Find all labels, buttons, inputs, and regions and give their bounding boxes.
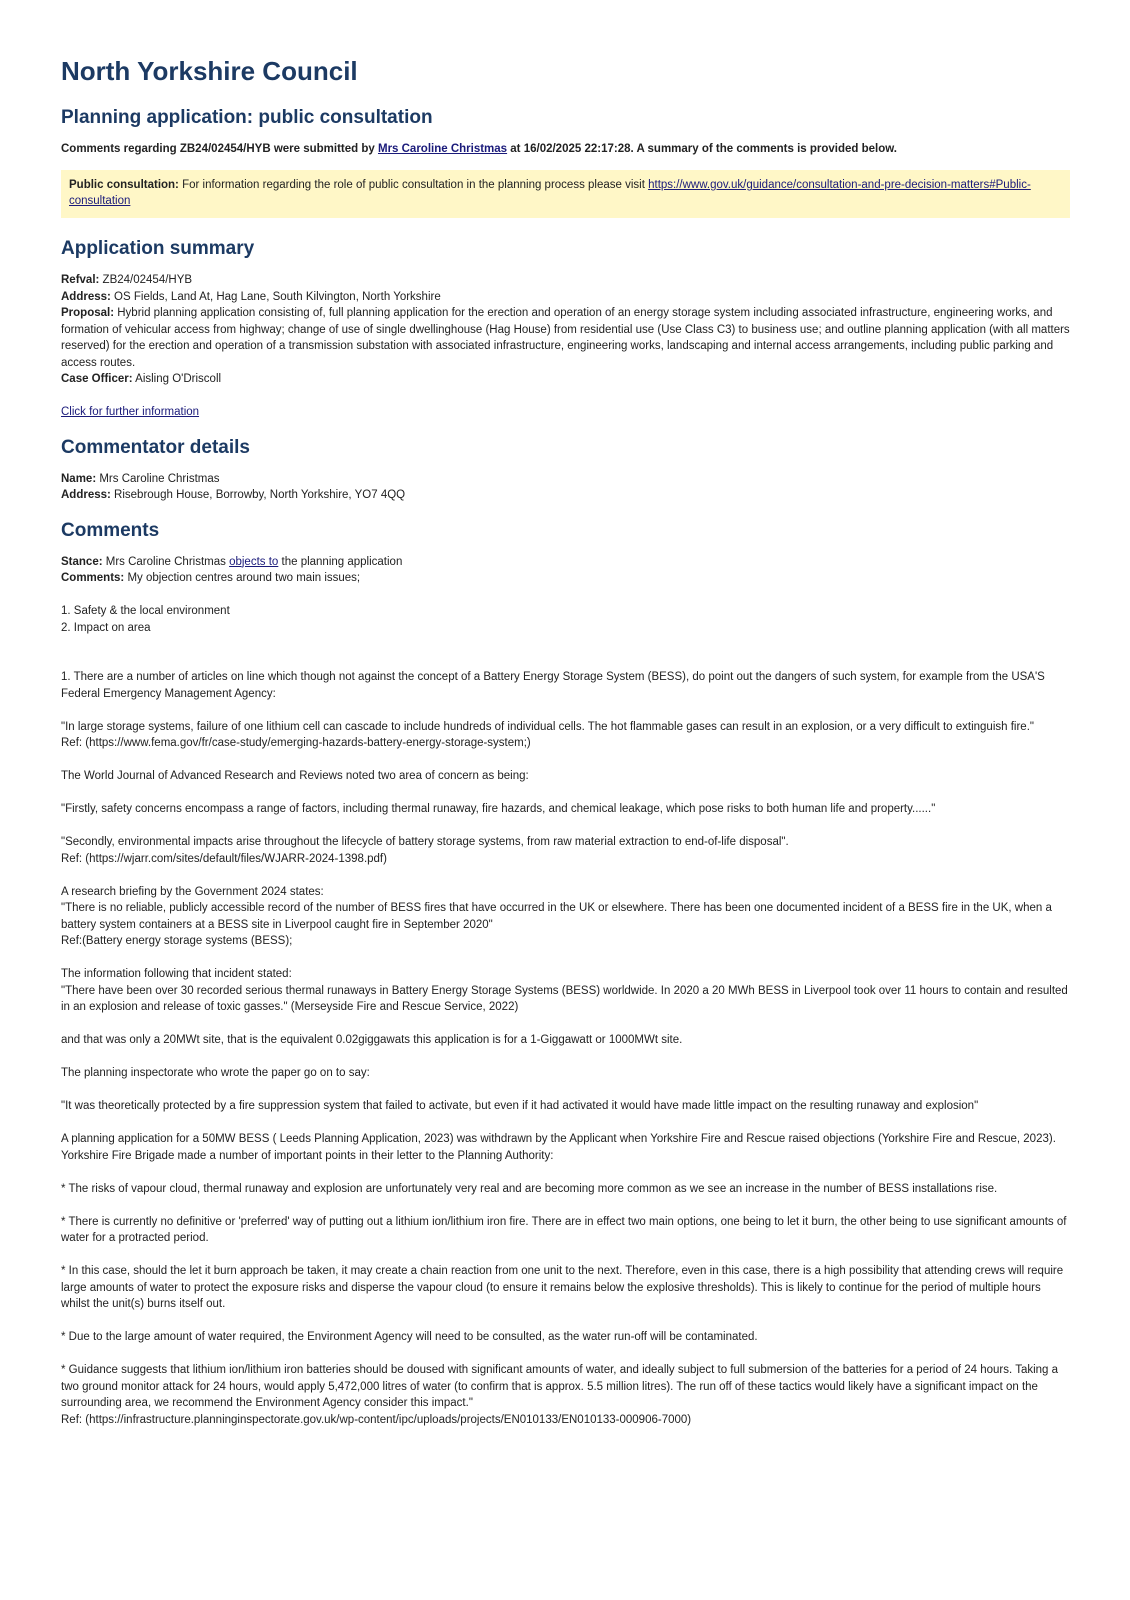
comment-line: "It was theoretically protected by a fire suppression system that failed to activate, but even if it had activated it would have made little impact on the resulting runaway and explosion" xyxy=(61,1100,979,1112)
comment-paragraph xyxy=(61,669,1070,702)
comment-line: "Secondly, environmental impacts arise throughout the lifecycle of battery storage systems, from raw material extraction to end-of-life disposal". xyxy=(61,836,789,848)
comment-line: Ref: (https://wjarr.com/sites/default/files/WJARR-2024-1398.pdf) xyxy=(61,852,387,865)
comments-intro: My objection centres around two main issues; xyxy=(124,572,361,584)
stance-label: Stance: xyxy=(61,555,103,568)
commentator-address-value: Risebrough House, Borrowby, North Yorkshire, YO7 4QQ xyxy=(110,489,406,501)
comment-paragraph xyxy=(61,1214,1070,1247)
comment-paragraph xyxy=(61,1181,1070,1198)
comment-line: * There is currently no definitive or 'preferred' way of putting out a lithium ion/lithium iron fire. There are in effect two main options, one being to let it burn, the other being to use significant amounts of water for a protracted period. xyxy=(61,1215,1067,1244)
stance-pre: Mrs Caroline Christmas xyxy=(102,555,230,568)
submission-lead-pre: Comments regarding ZB24/02454/HYB were submitted by xyxy=(61,143,378,155)
further-information-link[interactable]: Click for further information xyxy=(61,406,200,418)
refval-value: ZB24/02454/HYB xyxy=(99,274,193,286)
commentator-name-link[interactable]: Mrs Caroline Christmas xyxy=(377,143,508,155)
comments-label: Comments: xyxy=(61,572,125,584)
comment-line: "In large storage systems, failure of one lithium cell can cascade to include hundreds of individual cells. The hot flammable gases can result in an explosion, or a very difficult to extinguish fire." xyxy=(61,720,1034,733)
application-summary-heading: Application summary xyxy=(61,238,255,259)
commentator-details xyxy=(61,471,1070,504)
submission-summary xyxy=(61,141,1070,158)
comment-paragraph xyxy=(61,1065,1070,1082)
comment-paragraphs xyxy=(61,669,1070,1428)
council-title: North Yorkshire Council xyxy=(61,56,358,86)
public-consultation-notice xyxy=(61,170,1070,218)
consultation-guidance-link[interactable]: https://www.gov.uk/guidance/consultation-and-pre-decision-matters#Public-consultation xyxy=(69,179,1031,207)
site-address-label: Address: xyxy=(61,290,111,303)
comment-line: Ref: (https://www.fema.gov/fr/case-study/emerging-hazards-battery-energy-storage-system;) xyxy=(61,737,531,749)
comment-line: * In this case, should the let it burn approach be taken, it may create a chain reaction from one unit to the next. Therefore, even in this case, there is a high possibility that attending crews will require large amounts of water to protect the exposure risks and disperse the vapour cloud (to ensure it remains below the explosive thresholds). This is likely to continue for the period of multiple hours whilst the unit(s) burns itself out. xyxy=(61,1265,1064,1310)
comment-line: Ref: (https://infrastructure.planninginspectorate.gov.uk/wp-content/ipc/uploads/projects/EN010133/EN010133-000906-7000) xyxy=(61,1413,692,1426)
case-officer-value: Aisling O'Driscoll xyxy=(132,373,222,385)
comment-line: A planning application for a 50MW BESS ( Leeds Planning Application, 2023) was withdrawn by the Applicant when Yorkshire Fire and Rescue raised objections (Yorkshire Fire and Rescue, 2023). Yorkshire Fire Brigade made a number of important points in their letter to the Planning Authority: xyxy=(61,1133,1056,1162)
comment-line: and that was only a 20MWt site, that is the equivalent 0.02giggawats this application is for a 1-Giggawatt or 1000MWt site. xyxy=(61,1034,683,1046)
commentator-name-value: Mrs Caroline Christmas xyxy=(96,472,220,485)
comment-line: Ref:(Battery energy storage systems (BESS); xyxy=(61,935,293,947)
site-address-value: OS Fields, Land At, Hag Lane, South Kilvington, North Yorkshire xyxy=(110,290,441,303)
comment-paragraph xyxy=(61,1263,1070,1313)
comment-paragraph xyxy=(61,966,1070,1016)
commentator-name-label: Name: xyxy=(61,472,97,485)
comment-line: "Firstly, safety concerns encompass a range of factors, including thermal runaway, fire hazards, and chemical leakage, which pose risks to both human life and property......" xyxy=(61,803,936,815)
comment-line: 1. There are a number of articles on line which though not against the concept of a Battery Energy Storage System (BESS), do point out the dangers of such system, for example from the USA'S Federal Emergency Management Agency: xyxy=(61,671,1045,700)
case-officer-label: Case Officer: xyxy=(61,373,133,385)
notice-text: For information regarding the role of public consultation in the planning process please visit xyxy=(178,179,649,191)
issue-item: 2. Impact on area xyxy=(61,621,151,634)
comment-paragraph xyxy=(61,1329,1070,1346)
comment-paragraph xyxy=(61,1131,1070,1164)
application-summary xyxy=(61,272,1070,421)
comment-line: "There is no reliable, publicly accessible record of the number of BESS fires that have occurred in the UK or elsewhere. There has been one documented incident of a BESS fire in the UK, when a battery system containers at a BESS site in Liverpool caught fire in September 2020" xyxy=(61,902,1052,931)
stance-objects-link[interactable]: objects to xyxy=(229,555,279,568)
comment-line: * The risks of vapour cloud, thermal runaway and explosion are unfortunately very real and are becoming more common as we see an increase in the number of BESS installations rise. xyxy=(61,1182,998,1195)
comment-line: "There have been over 30 recorded serious thermal runaways in Battery Energy Storage Systems (BESS) worldwide. In 2020 a 20 MWh BESS in Liverpool took over 11 hours to contain and resulted in an explosion and release of toxic gasses." (Merseyside Fire and Rescue Service, 2022) xyxy=(61,984,1068,1013)
comment-paragraph xyxy=(61,1098,1070,1115)
issue-item: 1. Safety & the local environment xyxy=(61,605,230,617)
comment-line: * Guidance suggests that lithium ion/lithium iron batteries should be doused with significant amounts of water, and ideally subject to full submersion of the batteries for a period of 24 hours. Taking a two ground monitor attack for 24 hours, would apply 5,472,000 litres of water (to confirm that is approx. 5.5 million litres). The run off of these tactics would likely have a significant impact on the surrounding area, we recommend the Environment Agency consider this impact." xyxy=(61,1364,1059,1409)
comment-paragraph xyxy=(61,768,1070,785)
comment-paragraph xyxy=(61,1032,1070,1049)
comment-line: The World Journal of Advanced Research and Reviews noted two area of concern as being: xyxy=(61,770,529,782)
comment-paragraph xyxy=(61,834,1070,867)
proposal-value: Hybrid planning application consisting of, full planning application for the erection and operation of an energy storage system including associated infrastructure, engineering works, and formation of vehicular access from highway; change of use of single dwellinghouse (Hag House) from residential use (Use Class C3) to business use; and outline planning application (with all matters reserved) for the erection and operation of a transmission substation with associated infrastructure, engineering works, landscaping and internal access arrangements, including public parking and access routes. xyxy=(61,307,1070,369)
comment-paragraph xyxy=(61,884,1070,950)
commentator-address-label: Address: xyxy=(61,489,111,501)
commentator-details-heading: Commentator details xyxy=(61,436,250,458)
refval-label: Refval: xyxy=(61,274,100,286)
submission-lead-post: at 16/02/2025 22:17:28. A summary of the comments is provided below. xyxy=(507,143,897,155)
comment-line: * Due to the large amount of water required, the Environment Agency will need to be consulted, as the water run-off will be contaminated. xyxy=(61,1331,758,1343)
comment-paragraph xyxy=(61,1362,1070,1428)
comment-line: The information following that incident stated: xyxy=(61,968,292,980)
proposal-label: Proposal: xyxy=(61,307,115,319)
stance-post: the planning application xyxy=(278,555,403,568)
comment-line: The planning inspectorate who wrote the paper go on to say: xyxy=(61,1067,370,1079)
notice-label: Public consultation: xyxy=(69,179,179,191)
comment-line: A research briefing by the Government 2024 states: xyxy=(61,885,324,898)
comment-paragraph xyxy=(61,719,1070,752)
page-subtitle: Planning application: public consultation xyxy=(61,107,433,128)
comments-heading: Comments xyxy=(61,519,160,541)
comment-paragraph xyxy=(61,801,1070,818)
comments-body xyxy=(61,554,1070,1429)
